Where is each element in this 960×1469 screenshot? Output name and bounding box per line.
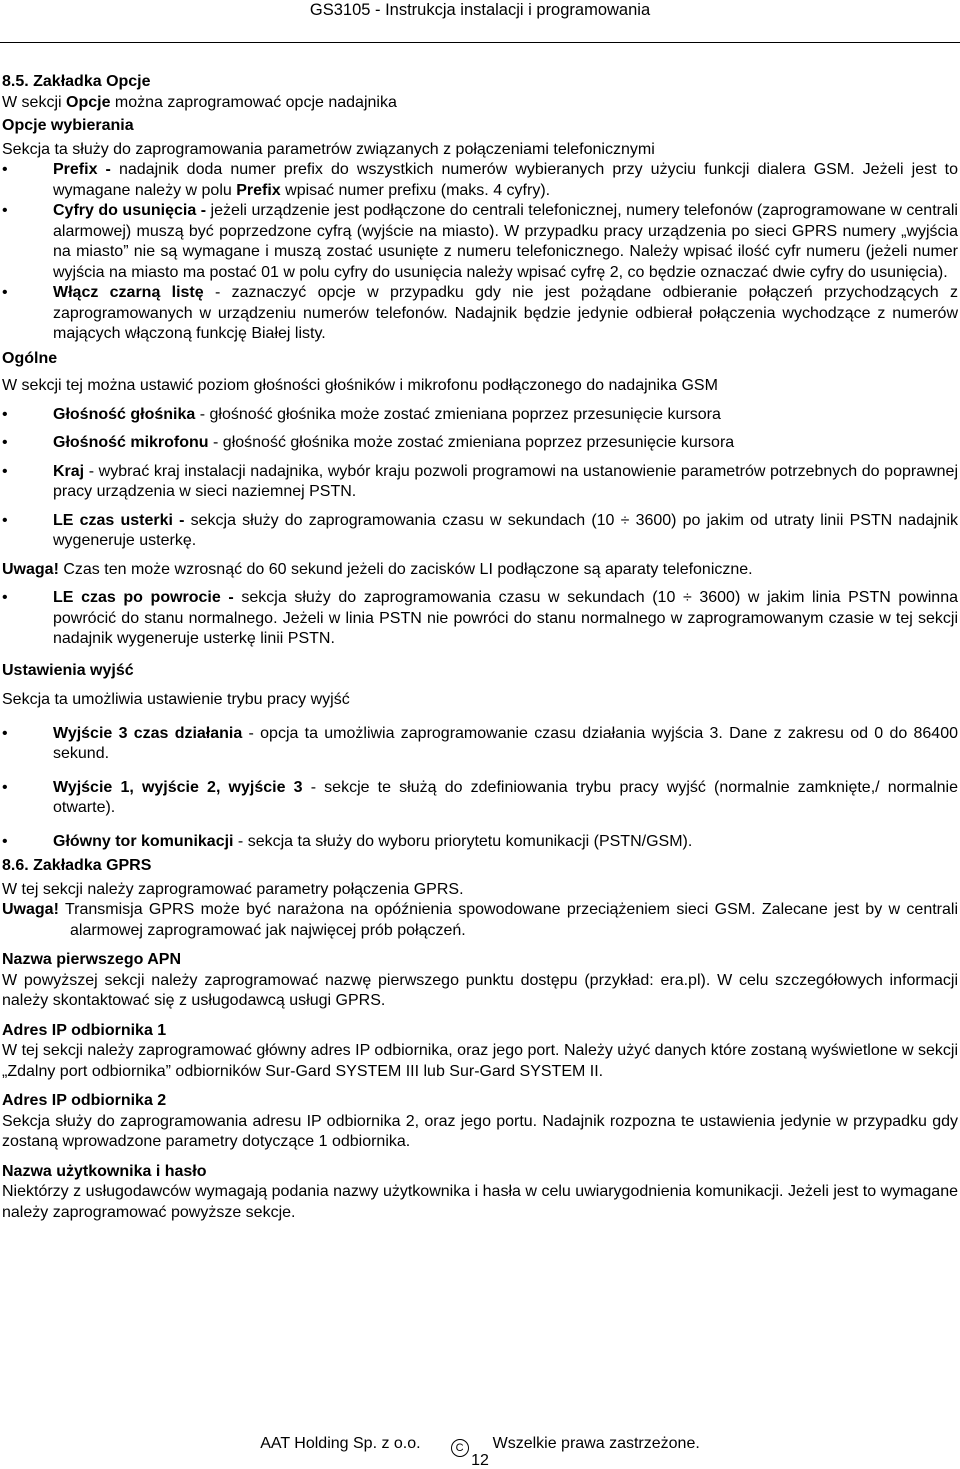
item-term: Włącz czarną listę <box>53 284 204 301</box>
list-item <box>2 433 958 454</box>
note-label: Uwaga! <box>2 560 59 578</box>
list-item <box>2 462 958 503</box>
item-text: - głośność głośnika może zostać zmieniana poprzez przesunięcie kursora <box>208 434 735 451</box>
item-text: - wybrać kraj instalacji nadajnika, wybór kraju pozwoli programowi na ustanowienie parametrów potrzebnych do poprawnej pracy urządzenia w sieci naziemnej PSTN. <box>53 462 958 500</box>
list-item <box>2 160 958 201</box>
footer-company: AAT Holding Sp. z o.o. <box>260 1435 421 1452</box>
general-intro: W sekcji tej można ustawić poziom głośności głośników i mikrofonu podłączonego do nadajnika GSM <box>2 377 718 394</box>
list-item <box>2 283 958 345</box>
outputs-intro: Sekcja ta umożliwia ustawienie trybu pracy wyjść <box>2 691 350 708</box>
apn-heading: Nazwa pierwszego APN <box>2 951 182 968</box>
gprs-note <box>2 900 958 941</box>
note-text: Czas ten może wzrosnąć do 60 sekund jeżeli do zacisków LI podłączone są aparaty telefoniczne. <box>58 560 753 578</box>
outputs-list <box>2 724 958 853</box>
item-text: - zaznaczyć opcje w przypadku gdy nie jest pożądane odbieranie połączeń przychodzących z zaprogramowanych w urządzeniu numerów telefonów. Nadajnik będzie jedynie odbierał połączenia wychodzące z numerów mających włączoną funkcję Białej listy. <box>53 284 958 342</box>
user-password-text: Niektórzy z usługodawców wymagają podania nazwy użytkownika i hasła w celu uwiarygodnienia komunikacji. Jeżeli jest to wymagane należy zaprogramować powyższe sekcje. <box>2 1183 958 1221</box>
intro-text-end: można zaprogramować opcje nadajnika <box>110 93 397 111</box>
receiver-1-heading: Adres IP odbiornika 1 <box>2 1021 167 1039</box>
item-text: nadajnik doda numer prefix do wszystkich numerów wybieranych przy użyciu funkcji dialera GSM. Jeżeli jest to wymagane należy w polu <box>53 161 958 199</box>
item-text: - sekcja ta służy do wyboru priorytetu komunikacji (PSTN/GSM). <box>233 832 693 850</box>
general-note <box>2 560 958 581</box>
user-password-heading: Nazwa użytkownika i hasło <box>2 1162 207 1180</box>
receiver-2-text: Sekcja służy do zaprogramowania adresu IP odbiornika 2, oraz jego portu. Nadajnik rozpozna te ustawienia jedynie w przypadku gdy zostaną wprowadzone parametry dotyczące 1 odbiornika. <box>2 1112 958 1150</box>
header-title: GS3105 - Instrukcja instalacji i programowania <box>309 1 651 19</box>
item-term: Głośność głośnika <box>53 405 196 423</box>
receiver-1-text: W tej sekcji należy zaprogramować główny adres IP odbiornika, oraz jego port. Należy użyć danych które zostaną wyświetlone w sekcji „Zdalny port odbiornika” odbiorników Sur-Gard SYSTEM III lub Sur-Gard SYSTEM II. <box>2 1042 958 1080</box>
general-heading: Ogólne <box>2 349 58 367</box>
item-term: Cyfry do usunięcia - <box>53 202 211 219</box>
copyright-icon: C <box>451 1439 469 1457</box>
item-text: - opcja ta umożliwia zaprogramowanie czasu działania wyjścia 3. Dane z zakresu od 0 do 86400 sekund. <box>53 724 958 762</box>
item-text: sekcja służy do zaprogramowania czasu w sekundach (10 ÷ 3600) w jakim linia PSTN powinna powrócić do stanu normalnego. Jeżeli w linia PSTN nie powróci do stanu normalnego w zaprogramowanym czasie w tej sekcji nadajnik wygeneruje usterkę linii PSTN. <box>53 589 958 647</box>
list-item <box>2 832 958 853</box>
list-item <box>2 588 958 650</box>
intro-text: W sekcji <box>2 93 66 111</box>
dial-options-intro: Sekcja ta służy do zaprogramowania parametrów związanych z połączeniami telefonicznymi <box>2 140 655 158</box>
list-item <box>2 201 958 283</box>
general-list-2 <box>2 588 958 650</box>
section-8-6-intro: W tej sekcji należy zaprogramować parametry połączenia GPRS. <box>2 880 464 898</box>
item-term: LE czas po powrocie - <box>53 589 242 606</box>
item-text-end: wpisać numer prefixu (maks. 4 cyfry). <box>280 181 551 199</box>
item-term: Kraj <box>53 462 85 480</box>
item-text: sekcja służy do zaprogramowania czasu w sekundach (10 ÷ 3600) po jakim od utraty linii PSTN nadajnik wygeneruje usterkę. <box>53 511 959 549</box>
item-term: Głośność mikrofonu <box>53 434 209 451</box>
section-8-5-heading: 8.5. Zakładka Opcje <box>2 73 151 90</box>
item-text: - głośność głośnika może zostać zmieniana poprzez przesunięcie kursora <box>195 405 721 423</box>
dial-options-heading: Opcje wybierania <box>2 117 134 134</box>
item-term: Główny tor komunikacji <box>53 832 234 850</box>
item-text: jeżeli urządzenie jest podłączone do centrali telefonicznej, numery telefonów (zaprogramowane w centrali alarmowej) muszą być poprzedzone cyfrą (wyjście na miasto). W przypadku pracy urządzenia po sieci GPRS numery „wyjścia na miasto” nie są wymagane i muszą zostać usunięte z numeru telefonicznego. Należy wpisać ilość cyfr numeru (jeżeli numer wyjścia na miasto ma postać 01 w polu cyfry do usunięcia należy wpisać cyfrę 2, co będzie oznaczać dwie cyfry do usunięcia). <box>53 202 958 281</box>
list-item <box>2 511 958 552</box>
item-term: Wyjście 3 czas działania <box>53 724 243 742</box>
item-term: Prefix - <box>53 161 119 178</box>
apn-text: W powyższej sekcji należy zaprogramować nazwę pierwszego punktu dostępu (przykład: era.pl). W celu szczegółowych informacji należy skontaktować się z usługodawcą usługi GPRS. <box>2 971 958 1009</box>
section-8-5-intro <box>2 93 958 114</box>
dial-options-list <box>2 160 958 345</box>
general-list <box>2 405 958 552</box>
list-item <box>2 778 958 819</box>
item-term: LE czas usterki - <box>53 511 191 529</box>
item-term: Wyjście 1, wyjście 2, wyjście 3 <box>53 778 303 796</box>
intro-bold: Opcje <box>66 93 111 111</box>
receiver-2-heading: Adres IP odbiornika 2 <box>2 1092 167 1109</box>
page-content <box>2 72 958 1223</box>
list-item <box>2 724 958 765</box>
item-text: - sekcje te służą do zdefiniowania trybu pracy wyjść (normalnie zamknięte,/ normalnie otwarte). <box>53 778 958 816</box>
list-item <box>2 405 958 426</box>
item-bold: Prefix <box>236 181 281 199</box>
footer-rights: Wszelkie prawa zastrzeżone. <box>492 1435 700 1452</box>
page-header <box>0 0 960 42</box>
section-8-6-heading: 8.6. Zakładka GPRS <box>2 857 152 874</box>
outputs-heading: Ustawienia wyjść <box>2 661 134 679</box>
header-rule <box>0 42 960 43</box>
note-text: Transmisja GPRS może być narażona na opóźnienia spowodowane przeciążeniem sieci GSM. Zalecane jest by w centrali alarmowej zaprogramować jak najwięcej prób połączeń. <box>58 901 958 939</box>
note-label: Uwaga! <box>2 901 59 918</box>
page-number: 12 <box>471 1452 489 1469</box>
